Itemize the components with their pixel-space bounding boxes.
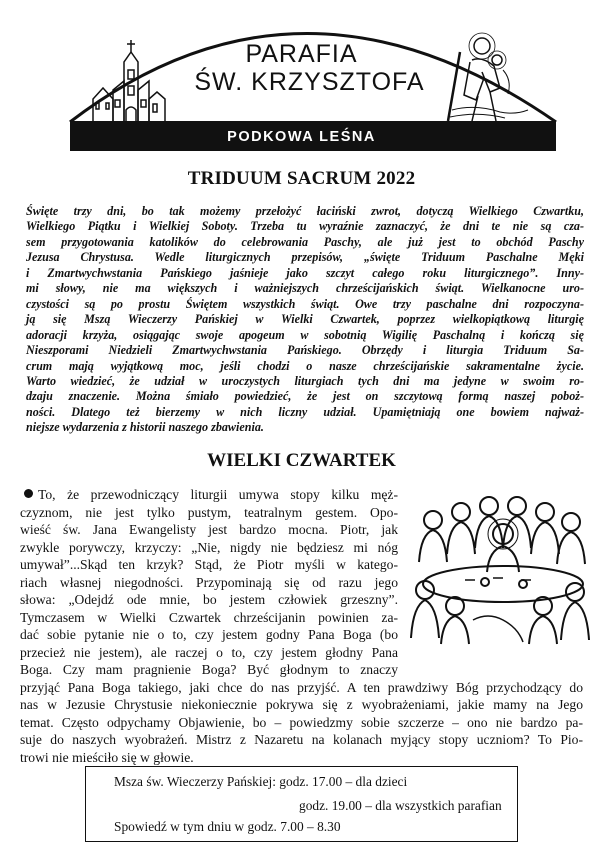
schedule-box: [85, 766, 518, 842]
intro-line: Święte trzy dni, bo tak możemy przełożyć łaciński zwrot, dotyczą Wielkiego Czwartku,: [26, 204, 584, 218]
last-supper-illustration: [403, 492, 591, 647]
apostle-figure: [441, 597, 469, 644]
schedule-mass-children: Msza św. Wieczerzy Pańskiej: godz. 17.00 – dla dzieci: [114, 774, 408, 789]
page-title: TRIDUUM SACRUM 2022: [187, 168, 416, 189]
apostle-figure: [557, 513, 585, 564]
intro-line: ności. Dlatego też bierzemy w nich liczny udział. Upamiętniają one bowiem najważ-: [26, 404, 584, 419]
christ-figure: [487, 519, 519, 572]
body-line: trowi nie mieściło się w głowie.: [20, 749, 194, 765]
intro-line: ją się Mszą Wieczerzy Pańskiej w Wielki Czwartek, poprzez wielkopiątkową liturgię: [26, 312, 584, 327]
intro-line: czystości są po prostu Świętem wszystkich świąt. Owe trzy paschalne dni rozpoczyna-: [26, 296, 584, 311]
apostle-figure: [411, 581, 439, 638]
parish-name-line1: PARAFIA: [245, 40, 358, 68]
section-title: WIELKI CZWARTEK: [207, 450, 396, 471]
body-line: Tymczasem w Wielki Czwartek chrześcijanin powinien za-: [20, 609, 398, 625]
intro-line: Wielkiego Piątku i Wielkiej Soboty. Trzeba tu wyraźnie zaznaczyć, że dni te nie są cza-: [26, 219, 584, 234]
apostle-figure: [419, 511, 447, 562]
body-line: przecież nie jestem), ale raczej o to, czy jestem głodny Pana: [20, 644, 398, 660]
intro-line: i Zmartwychwstania Pańskiego jaśnieje jako szczyt całego roku liturgicznego”. Inny-: [26, 265, 584, 280]
intro-line: Jezusa Chrystusa. Wedle liturgicznych przepisów, „święte Triduum Paschalne Męki: [26, 250, 584, 265]
schedule-mass-all: godz. 19.00 – dla wszystkich parafian: [299, 798, 502, 813]
body-line: nas w Jezusie Chrystusie niekoniecznie pokrywa się z wyobrażeniami, jakie mamy na Jego: [20, 697, 583, 712]
body-line: wieść św. Jana Ewangelisty jest bardzo mocna. Piotr, jak: [20, 522, 398, 537]
intro-paragraph: [26, 204, 584, 436]
intro-line: mi słowy, nie ma większych i ważniejszych chrześcijańskich świąt. Wielkanocne uro-: [26, 281, 584, 296]
body-line: suje do naszych wyobrażeń. Mistrz z Nazaretu na kolanach myjący stopy uczniom? To Pio-: [20, 732, 583, 747]
intro-line: sem przygotowania katolików do celebrowania Paschy, ale już jest to obchód Paschy: [26, 234, 584, 249]
bullet-icon: [24, 489, 33, 498]
intro-line: crum mają wyjątkową moc, jeśli chodzi o nasze chrześcijańskie sakramentalne życie.: [26, 358, 584, 373]
location-label: PODKOWA LEŚNA: [227, 129, 376, 145]
intro-line: niejsze wydarzenia z historii naszego zbawienia.: [26, 420, 264, 435]
parish-header: [0, 0, 603, 160]
body-line: riach własnej niegodności. Przypominają się od razu jego: [20, 574, 398, 590]
body-line: dać sobie pytanie nie o to, czy jestem godny Pana Boga (bo: [20, 627, 398, 642]
body-line: słowa: „Odejdź ode mnie, bo jestem człowiek grzeszny”.: [20, 592, 398, 607]
intro-line: Nieszporami Niedzieli Zmartwychwstania Pańskiego. Obrzędy i liturgia Triduum Sa-: [26, 343, 584, 358]
apostle-figure: [529, 597, 557, 644]
schedule-confession: Spowiedź w tym dniu w godz. 7.00 – 8.30: [114, 819, 341, 834]
body-line: umywał”...Skąd ten krzyk? Stąd, że Piotr myśli w katego-: [20, 557, 398, 572]
apostle-figure: [447, 503, 475, 554]
body-line: przyjąć Pana Boga takiego, jaki chce do nas przyjść. A ten prawdziwy Bóg przychodzący do: [20, 679, 583, 695]
apostle-figure: [531, 503, 559, 554]
body-line: temat. Często odpychamy Objawienie, bo – powiedzmy sobie szczerze – ono nie bardzo pa-: [20, 714, 583, 730]
body-line: zwykle porywczy, krzyczy: „Nie, nigdy nie będziesz mi nóg: [20, 539, 398, 555]
body-line-text: To, że przewodniczący liturgii umywa stopy kilku męż-: [38, 487, 398, 502]
intro-line: adoracji krzyża, osiągając swoje apogeum w sobotnią Wigilię Paschalną i kończą się: [26, 327, 584, 342]
body-line: Boga. Czy mam pragnienie Boga? Być głodnym to znaczy: [20, 662, 398, 677]
intro-line: Warto wiedzieć, że udział w uroczystych liturgiach tych dni ma jedyne w swoim ro-: [26, 373, 584, 388]
body-line: [20, 486, 398, 504]
intro-line: dzaju znaczenie. Można śmiało powiedzieć, że jest on szczytową formą naszej poboż-: [26, 389, 584, 404]
parish-name-line2: ŚW. KRZYSZTOFA: [194, 68, 425, 96]
table-outline: [423, 566, 583, 602]
body-line: czyznom, nie jest tylko pustym, teatralnym gestem. Opo-: [20, 504, 398, 520]
